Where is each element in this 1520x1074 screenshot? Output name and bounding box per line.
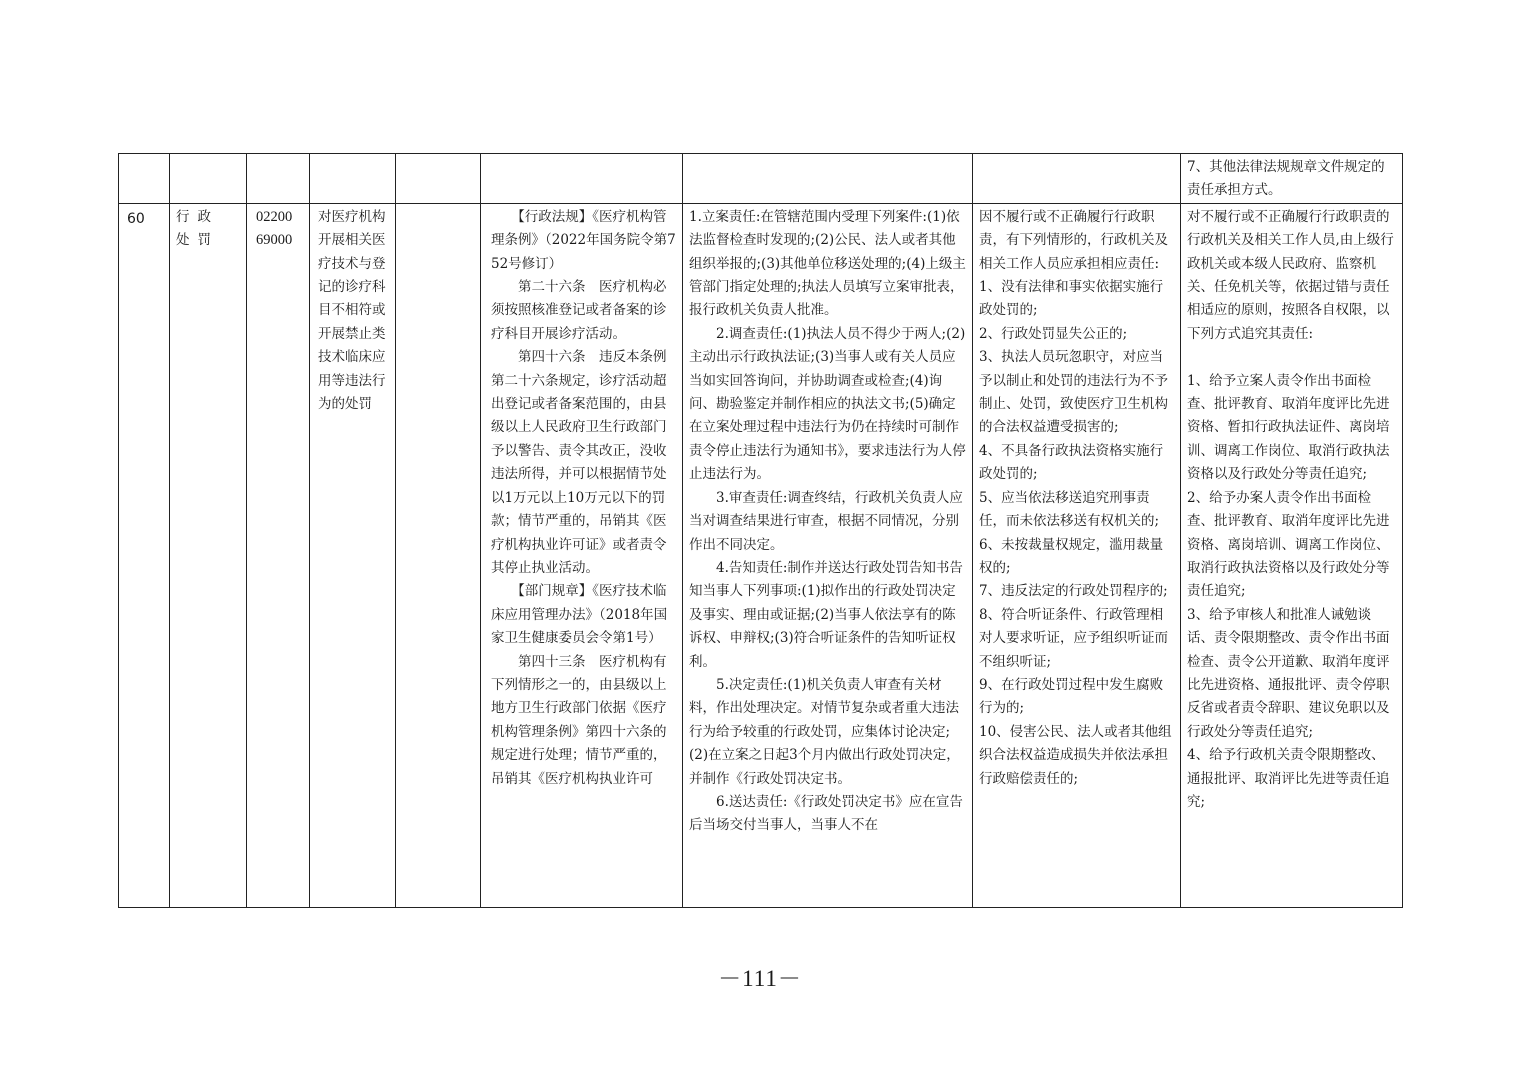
cell-basis <box>481 203 683 907</box>
cell-empty <box>973 154 1181 204</box>
table-row-continued <box>119 154 1403 204</box>
responsibility-items: 1.立案责任:在管辖范围内受理下列案件:(1)依法监督检查时发现的;(2)公民、法人或者其他组织举报的;(3)其他单位移送处理的;(4)上级主管部门指定处理的;执法人员填写立案审批表，报行政机关负责人批准。 2.调查责任:(1)执法人员不得少于两人;(2)主动出示行政执法证;(3)当事人或有关人员应当如实回答询问，并协助调查或检查;(4)询问、勘验鉴定并制作相应的执法文书;(5)确定在立案处理过程中违法行为仍在持续时可制作责令停止违法行为通知书》，要求违法行为人停止违法行为。 3.审查责任:调查终结，行政机关负责人应当对调查结果进行审查，根据不同情况，分别作出不同决定。 4.告知责任:制作并送达行政处罚告知书告知当事人下列事项:(1)拟作出的行政处罚决定及事实、理由或证据;(2)当事人依法享有的陈诉权、申辩权;(3)符合听证条件的告知听证权利。 5.决定责任:(1)机关负责人审查有关材料，作出处理决定。对情节复杂或者重大违法行为给予较重的行政处罚，应集体讨论决定;(2)在立案之日起3个月内做出行政处罚决定，并制作《行政处罚决定书。 6.送达责任:《行政处罚决定书》应在宣告后当场交付当事人，当事人不在 <box>689 208 966 834</box>
row-number: 60 <box>127 210 145 227</box>
cell-empty <box>170 154 247 204</box>
cell-empty <box>119 154 170 204</box>
accountability-text: 7、其他法律法规规章文件规定的责任承担方式。 <box>1187 159 1385 199</box>
cell-code <box>247 203 310 907</box>
table-row <box>119 203 1403 907</box>
power-name: 对医疗机构开展相关医疗技术与登记的诊疗科目不相符或开展禁止类技术临床应用等违法行为的处罚 <box>318 208 386 413</box>
power-list-table <box>118 153 1403 908</box>
legal-basis: 【行政法规】《医疗机构管理条例》（2022年国务院令第752号修订） 第二十六条 医疗机构必须按照核准登记或者备案的诊疗科目开展诊疗活动。 第四十六条 违反本条例第二十六条规定，诊疗活动超出登记或者备案范围的，由县级以上人民政府卫生行政部门予以警告、责令其改正，没收违法所得，并可以根据情节处以1万元以上10万元以下的罚款；情节严重的，吊销其《医疗机构执业许可证》或者责令其停止执业活动。 【部门规章】《医疗技术临床应用管理办法》（2018年国家卫生健康委员会令第1号） 第四十三条 医疗机构有下列情形之一的，由县级以上地方卫生行政部门依据《医疗机构管理条例》第四十六条的规定进行处理；情节严重的，吊销其《医疗机构执业许可 <box>491 208 676 787</box>
cell-accountability-prev <box>1181 154 1403 204</box>
power-type: 行政处罚 <box>176 208 219 249</box>
cell-empty <box>481 154 683 204</box>
accountability-items: 对不履行或不正确履行行政职责的行政机关及相关工作人员,由上级行政机关或本级人民政府、监察机关、任免机关等，依据过错与责任相适应的原则，按照各自权限，以下列方式追究其责任: 1、给予立案人责令作出书面检查、批评教育、取消年度评比先进资格、暂扣行政执法证件、离岗培训、调离工作岗位、取消行政执法资格以及行政处分等责任追究; 2、给予办案人责令作出书面检查、批评教育、取消年度评比先进资格、离岗培训、调离工作岗位、取消行政执法资格以及行政处分等责任追究; 3、给予审核人和批准人诫勉谈话、责令限期整改、责令作出书面检查、责令公开道歉、取消年度评比先进资格、通报批评、责令停职反省或者责令辞职、建议免职以及行政处分等责任追究; 4、给予行政机关责令限期整改、通报批评、取消评比先进等责任追究; <box>1187 208 1394 810</box>
cell-subitem <box>396 203 481 907</box>
cell-accountability <box>1181 203 1403 907</box>
power-code: 02200 69000 <box>256 208 293 249</box>
cell-empty <box>683 154 973 204</box>
cell-name <box>310 203 396 907</box>
cell-empty <box>310 154 396 204</box>
liability-items: 因不履行或不正确履行行政职责，有下列情形的，行政机关及相关工作人员应承担相应责任: 1、没有法律和事实依据实施行政处罚的; 2、行政处罚显失公正的; 3、执法人员玩忽职守，对应当予以制止和处罚的违法行为不予制止、处罚，致使医疗卫生机构的合法权益遭受损害的; 4、不具备行政执法资格实施行政处罚的; 5、应当依法移送追究刑事责任，而未依法移送有权机关的; 6、未按裁量权规定，滥用裁量权的; 7、违反法定的行政处罚程序的; 8、符合听证条件、行政管理相对人要求听证，应予组织听证而不组织听证; 9、在行政处罚过程中发生腐败行为的; 10、侵害公民、法人或者其他组织合法权益造成损失并依法承担行政赔偿责任的; <box>979 208 1172 787</box>
page-number: －111－ <box>718 966 802 991</box>
cell-type <box>170 203 247 907</box>
power-subitem <box>396 204 480 206</box>
cell-empty <box>247 154 310 204</box>
cell-empty <box>396 154 481 204</box>
cell-responsibility <box>683 203 973 907</box>
cell-liability <box>973 203 1181 907</box>
cell-number <box>119 203 170 907</box>
